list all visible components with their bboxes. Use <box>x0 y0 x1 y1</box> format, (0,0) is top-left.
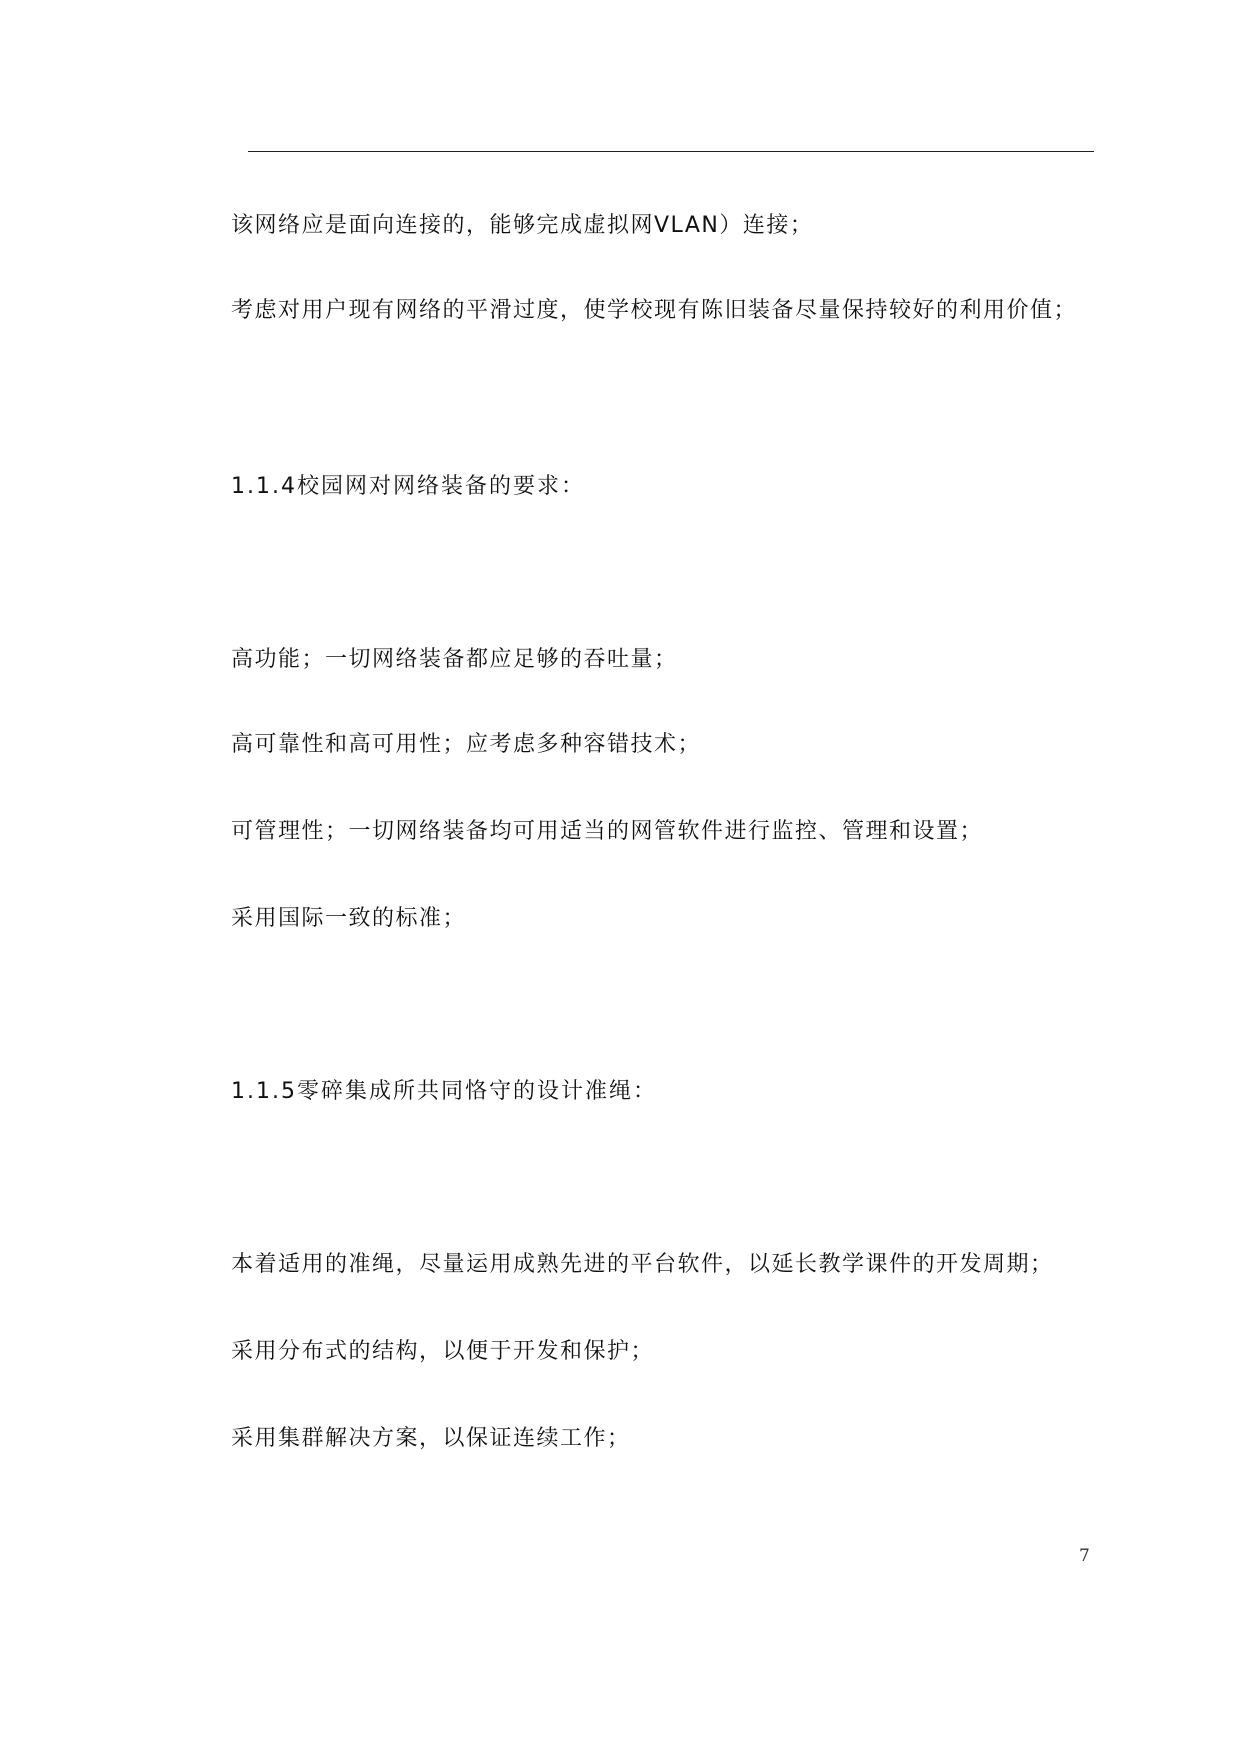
requirement-high-reliability: 高可靠性和高可用性；应考虑多种容错技术； <box>231 732 702 757</box>
page-number: 7 <box>1079 1546 1090 1566</box>
paragraph-smooth-transition: 考虑对用户现有网络的平滑过度，使学校现有陈旧装备尽量保持较好的利用价值； <box>231 298 1078 323</box>
section-heading-1-1-5: 1.1.5零碎集成所共同恪守的设计准绳： <box>231 1079 657 1104</box>
requirement-manageability: 可管理性；一切网络装备均可用适当的网管软件进行监控、管理和设置； <box>231 819 984 844</box>
section-heading-1-1-4: 1.1.4校园网对网络装备的要求： <box>231 474 585 499</box>
principle-distributed-structure: 采用分布式的结构，以便于开发和保护； <box>231 1339 655 1364</box>
requirement-international-standards: 采用国际一致的标准； <box>231 906 467 931</box>
header-rule <box>248 151 1094 152</box>
paragraph-vlan-connection: 该网络应是面向连接的，能够完成虚拟网VLAN）连接； <box>231 213 814 238</box>
principle-mature-platform: 本着适用的准绳，尽量运用成熟先进的平台软件，以延长教学课件的开发周期； <box>231 1252 1054 1277</box>
principle-cluster-solution: 采用集群解决方案，以保证连续工作； <box>231 1426 631 1451</box>
requirement-high-performance: 高功能；一切网络装备都应足够的吞吐量； <box>231 647 678 672</box>
